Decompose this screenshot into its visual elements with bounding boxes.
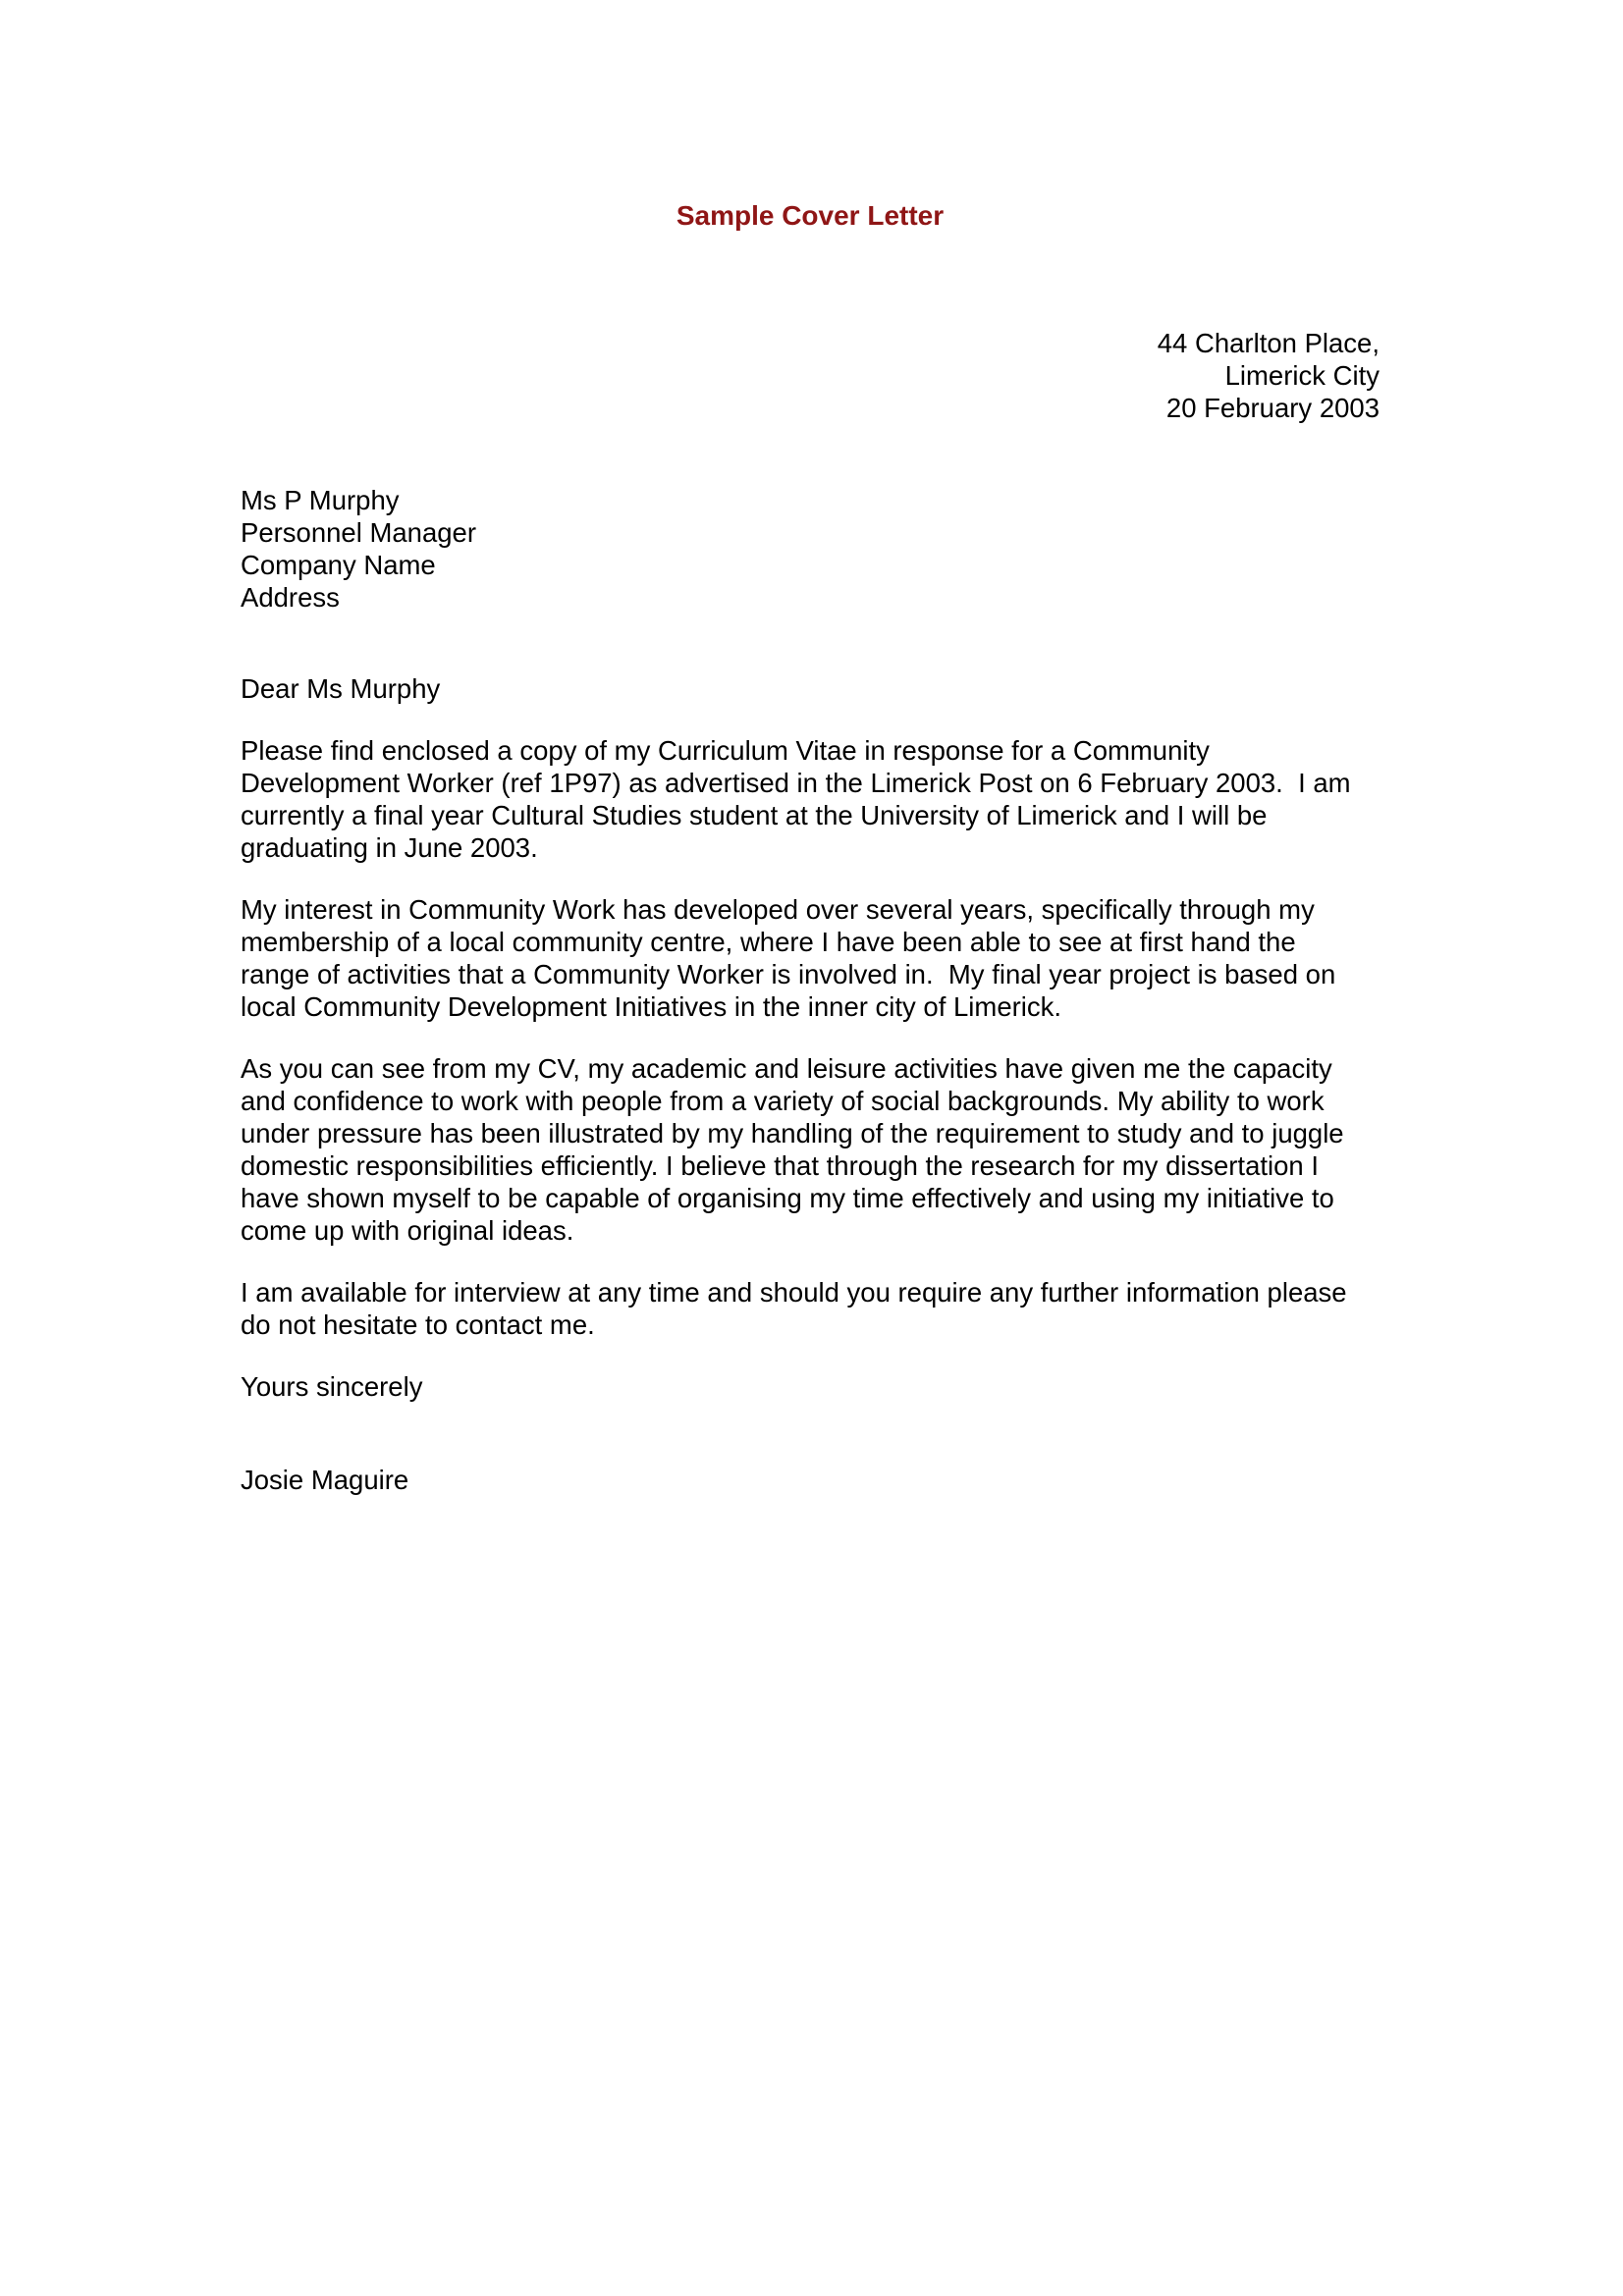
recipient-address-line: Address xyxy=(241,582,340,613)
paragraph-line: membership of a local community centre, where I have been able to see at first hand the xyxy=(241,927,1296,957)
letter-content xyxy=(0,199,1623,1496)
paragraph-line: range of activities that a Community Worker is involved in. My final year project is based on xyxy=(241,959,1336,989)
paragraph-line: do not hesitate to contact me. xyxy=(241,1309,595,1340)
salutation: Dear Ms Murphy xyxy=(241,673,441,704)
paragraph-line: and confidence to work with people from a variety of social backgrounds. My ability to work xyxy=(241,1086,1325,1116)
paragraph-line: My interest in Community Work has developed over several years, specifically through my xyxy=(241,894,1315,925)
paragraph-line: have shown myself to be capable of organising my time effectively and using my initiative to xyxy=(241,1183,1334,1213)
sender-address-line: 44 Charlton Place, xyxy=(1157,328,1380,358)
paragraph-line: come up with original ideas. xyxy=(241,1215,574,1246)
recipient-name: Ms P Murphy xyxy=(241,485,400,515)
sender-address xyxy=(241,327,1380,424)
recipient-company: Company Name xyxy=(241,550,436,580)
paragraph-line: local Community Development Initiatives in the inner city of Limerick. xyxy=(241,991,1062,1022)
page-title: Sample Cover Letter xyxy=(676,200,945,231)
paragraph-line: under pressure has been illustrated by my handling of the requirement to study and to juggle xyxy=(241,1118,1344,1148)
recipient-job-title: Personnel Manager xyxy=(241,517,477,548)
paragraph-line: Please find enclosed a copy of my Curriculum Vitae in response for a Community xyxy=(241,735,1210,766)
signature-name: Josie Maguire xyxy=(241,1465,409,1495)
paragraph-line: domestic responsibilities efficiently. I believe that through the research for my dissertation I xyxy=(241,1150,1319,1181)
paragraph-line: Development Worker (ref 1P97) as advertised in the Limerick Post on 6 February 2003. I am xyxy=(241,768,1351,798)
paragraph-line: currently a final year Cultural Studies student at the University of Limerick and I will be xyxy=(241,800,1268,830)
body-paragraph-1 xyxy=(241,734,1380,864)
body-paragraph-2 xyxy=(241,893,1380,1023)
recipient-address xyxy=(241,484,1380,614)
sender-address-line: 20 February 2003 xyxy=(1165,393,1380,423)
sender-address-line: Limerick City xyxy=(1224,360,1380,391)
body-paragraph-3 xyxy=(241,1052,1380,1247)
body-paragraph-4 xyxy=(241,1276,1380,1341)
paragraph-line: graduating in June 2003. xyxy=(241,832,538,863)
paragraph-line: I am available for interview at any time and should you require any further information please xyxy=(241,1277,1347,1308)
closing-phrase: Yours sincerely xyxy=(241,1371,423,1402)
paragraph-line: As you can see from my CV, my academic and leisure activities have given me the capacity xyxy=(241,1053,1332,1084)
